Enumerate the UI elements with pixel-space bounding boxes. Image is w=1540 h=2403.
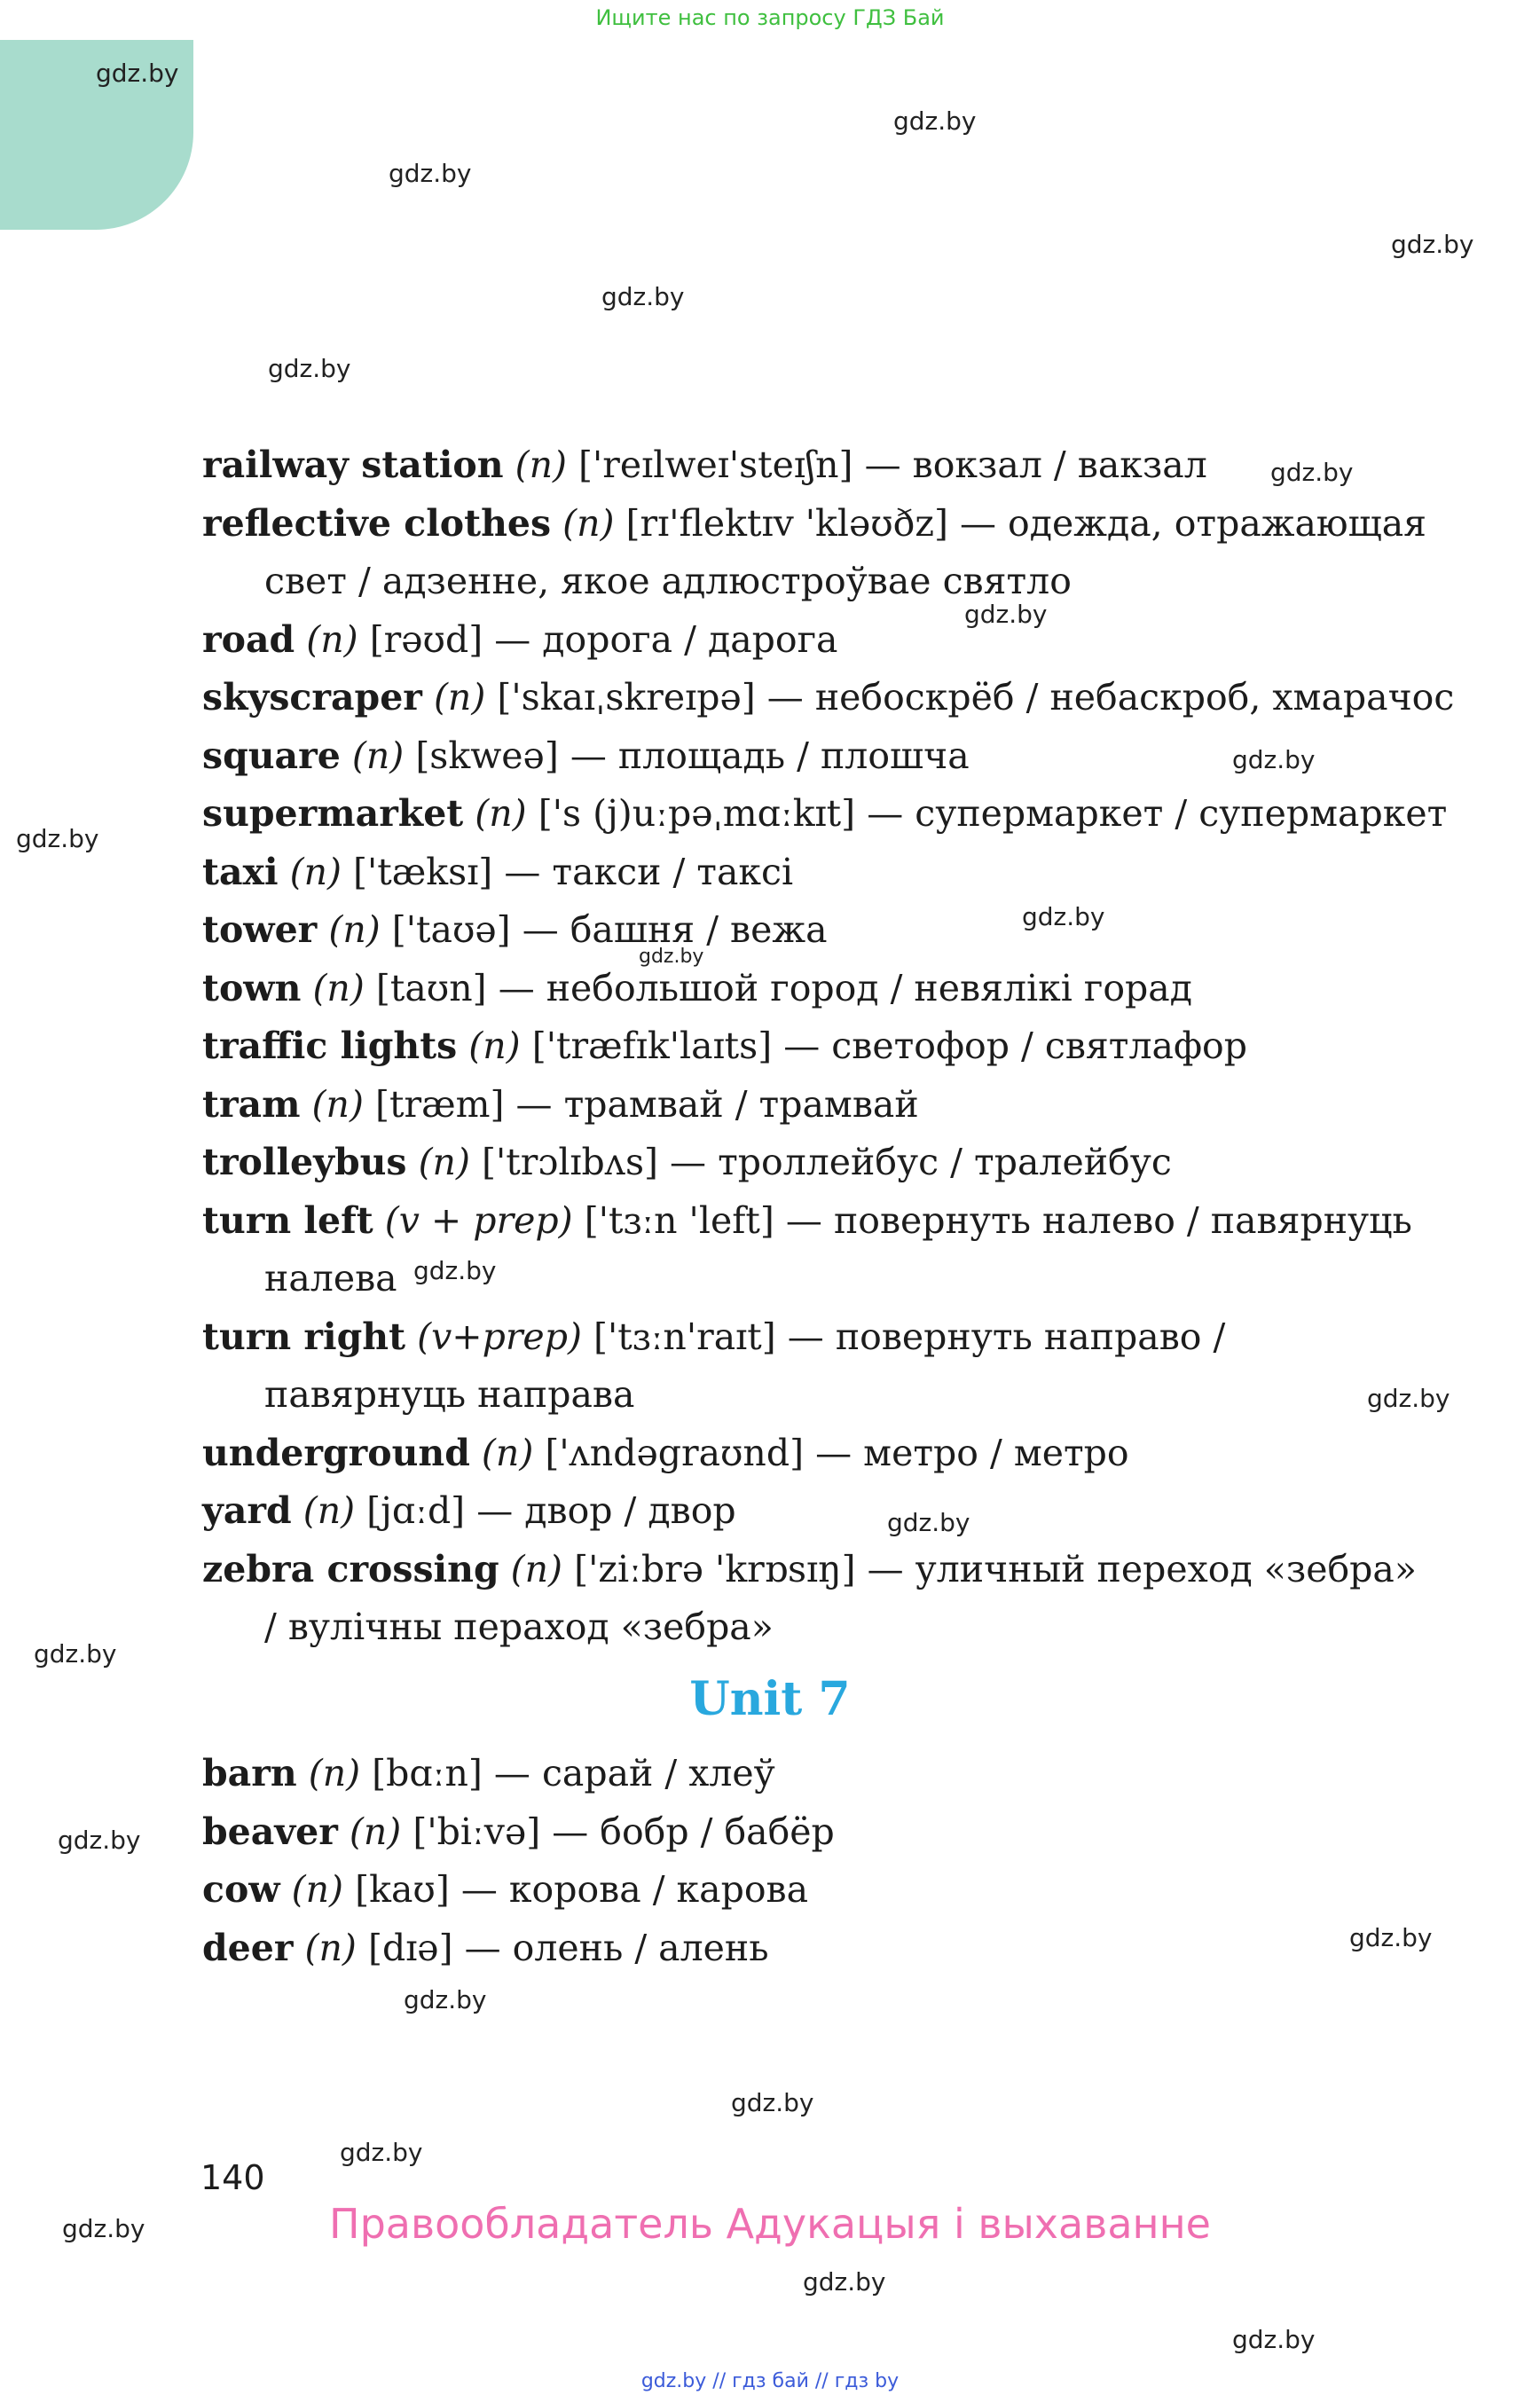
entry-term: barn [202,1752,297,1794]
entry-transcription: ['tɜːn'raɪt] [593,1315,776,1358]
entry-transcription: [træm] [375,1082,505,1126]
entry-pos: (n) [418,1141,470,1183]
vocab-entry [202,960,1435,1018]
entry-term: reflective clothes [202,501,552,545]
entry-term: turn right [202,1315,406,1358]
watermark: gdz.by [340,2138,423,2167]
entry-term: trolleybus [202,1141,407,1183]
bottom-links[interactable]: gdz.by // гдз бай // гдз by [640,2370,900,2392]
entry-translation: — повернуть налево / павярнуць налева [264,1198,1412,1300]
entry-term: underground [202,1431,470,1474]
watermark: gdz.by [404,1985,487,2014]
watermark: gdz.by [1349,1923,1433,1952]
vocab-entry [202,611,1435,670]
entry-term: taxi [202,850,279,893]
entry-pos: (n) [291,1868,344,1911]
entry-pos: (n) [308,1752,361,1794]
entry-transcription: [kaʊ] [355,1868,450,1911]
vocab-entry [202,1425,1435,1483]
watermark: gdz.by [601,282,685,311]
entry-translation: — супермаркет / супермаркет [867,792,1448,835]
watermark: gdz.by [887,1508,970,1537]
entry-pos: (n) [312,966,365,1009]
entry-transcription: ['ʌndəgraʊnd] [545,1431,805,1474]
entry-transcription: [rɪ'flektɪv 'kləʊðz] [625,501,948,545]
vocab-entry [202,1803,1435,1862]
entry-transcription: ['ziːbrə 'krɒsɪŋ] [574,1547,856,1590]
entry-term: yard [202,1489,292,1532]
entry-term: tram [202,1082,301,1126]
entry-pos: (n) [311,1082,364,1126]
watermark: gdz.by [964,600,1048,629]
entry-term: traffic lights [202,1025,458,1067]
entry-term: zebra crossing [202,1547,499,1590]
vocab-entry [202,844,1435,902]
vocab-entry [202,1308,1435,1425]
watermark: gdz.by [62,2214,145,2243]
entry-term: road [202,617,295,661]
entry-translation: — площадь / плошча [570,734,970,777]
entry-term: cow [202,1868,280,1911]
entry-translation: — корова / карова [460,1868,809,1911]
watermark: gdz.by [16,824,99,853]
watermark: gdz.by [1232,2325,1316,2354]
entry-term: square [202,734,341,777]
entry-pos: (v+prep) [417,1315,582,1358]
watermark: gdz.by [1391,230,1474,259]
watermark: gdz.by [803,2267,886,2297]
entry-transcription: ['taʊə] [391,908,511,951]
entry-translation: — дорога / дарога [494,617,838,661]
entry-transcription: ['biːvə] [412,1810,541,1853]
page-number: 140 [200,2158,265,2197]
entry-transcription: [taʊn] [375,966,487,1009]
entry-transcription: ['trɔlɪbʌs] [482,1141,658,1183]
watermark: gdz.by [731,2088,814,2117]
watermark: gdz.by [389,159,472,188]
entry-term: supermarket [202,792,464,835]
vocab-entry [202,1076,1435,1135]
watermark: gdz.by [58,1826,141,1855]
entry-transcription: ['reɪlweɪ'steɪʃn] [578,444,853,486]
watermark: gdz.by [268,354,351,383]
vocab-entry [202,669,1455,727]
entry-transcription: [rəʊd] [369,617,483,661]
entry-pos: (v + prep) [384,1198,573,1242]
entry-pos: (n) [304,1926,357,1969]
entry-transcription: ['tæksɪ] [353,850,493,893]
entry-translation: — небоскрёб / небаскроб, хмарачос [766,676,1455,719]
entry-term: beaver [202,1810,338,1853]
vocab-entry [202,1192,1435,1308]
entry-term: tower [202,908,318,951]
vocab-entry [202,436,1435,495]
entry-translation: — трамвай / трамвай [515,1082,919,1126]
watermark: gdz.by [639,946,704,968]
entry-translation: — одежда, отражающая свет / адзенне, якое адлюстроўвае святло [264,501,1427,602]
entry-translation: — такси / таксі [504,850,794,893]
entry-transcription: ['tɜːn 'left] [584,1198,774,1242]
watermark: gdz.by [1022,902,1105,931]
entry-translation: — олень / алень [464,1926,769,1969]
entry-pos: (n) [481,1431,534,1474]
vocab-entry [202,495,1435,611]
entry-translation: — двор / двор [476,1489,736,1532]
vocab-entry [202,1134,1435,1192]
unit-vocabulary-list [202,1745,1435,1977]
entry-transcription: ['træfɪk'laɪts] [531,1025,773,1067]
entry-translation: — уличный переход «зебра» / вулічны пераход «зебра» [264,1547,1417,1648]
entry-pos: (n) [328,908,381,951]
entry-pos: (n) [289,850,342,893]
entry-term: deer [202,1926,294,1969]
vocab-entry [202,1861,1435,1920]
entry-translation: — вокзал / вакзал [864,444,1207,486]
entry-term: railway station [202,444,504,486]
entry-translation: — метро / метро [815,1431,1129,1474]
copyright-notice: Правообладатель Адукацыя і выхаванне [329,2200,1211,2248]
entry-term: skyscraper [202,676,422,719]
watermark: gdz.by [96,59,179,88]
entry-transcription: [skweə] [415,734,559,777]
watermark: gdz.by [1232,745,1316,774]
vocab-entry [202,1541,1435,1657]
entry-transcription: ['skaɪˌskreɪpə] [497,676,756,719]
entry-pos: (n) [351,734,405,777]
entry-term: town [202,966,302,1009]
entry-pos: (n) [562,501,615,545]
entry-pos: (n) [349,1810,402,1853]
vocab-entry [202,901,1435,960]
entry-translation: — небольшой город / невялікі горад [498,966,1192,1009]
watermark: gdz.by [34,1639,117,1669]
entry-pos: (n) [302,1489,356,1532]
entry-translation: — повернуть направо / павярнуць направа [264,1315,1226,1416]
entry-pos: (n) [515,444,567,486]
watermark: gdz.by [1270,458,1354,487]
entry-pos: (n) [306,617,358,661]
entry-translation: — светофор / святлафор [783,1025,1247,1067]
entry-transcription: [dɪə] [367,1926,453,1969]
unit-heading: Unit 7 [689,1672,851,1726]
entry-transcription: ['s (j)uːpəˌmɑːkɪt] [538,792,856,835]
vocab-entry [202,1482,1435,1541]
entry-translation: — сарай / хлеў [493,1752,775,1794]
entry-translation: — бобр / бабёр [552,1810,835,1853]
top-banner[interactable]: Ищите нас по запросу ГДЗ Бай [595,5,945,30]
vocab-entry [202,727,1435,786]
entry-pos: (n) [475,792,527,835]
vocab-entry [202,785,1448,844]
entry-pos: (n) [433,676,486,719]
watermark: gdz.by [893,106,977,136]
entry-translation: — башня / вежа [522,908,828,951]
vocab-entry [202,1017,1435,1076]
entry-pos: (n) [468,1025,521,1067]
entry-translation: — троллейбус / тралейбус [670,1141,1172,1183]
entry-transcription: [bɑːn] [372,1752,483,1794]
entry-term: turn left [202,1198,373,1242]
watermark: gdz.by [1367,1384,1450,1413]
vocab-entry [202,1920,1435,1978]
entry-pos: (n) [510,1547,563,1590]
watermark: gdz.by [413,1256,497,1285]
vocabulary-list [202,436,1455,1657]
vocab-entry [202,1745,1435,1803]
entry-transcription: [jɑːd] [366,1489,466,1532]
